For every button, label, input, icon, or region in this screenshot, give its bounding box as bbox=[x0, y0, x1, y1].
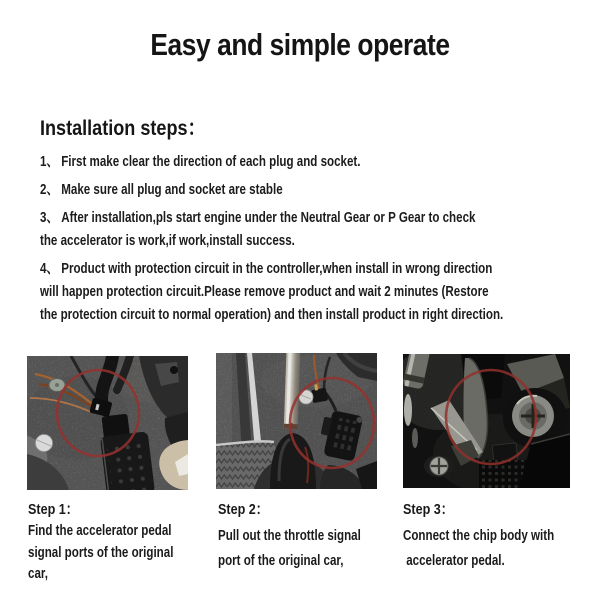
caption-text: accelerator pedal. bbox=[406, 553, 505, 569]
caption-row bbox=[0, 499, 600, 594]
step2-caption bbox=[218, 499, 400, 574]
installation-steps-list bbox=[40, 151, 600, 332]
list-item-text: 1、 First make clear the direction of each plug and socket. bbox=[40, 154, 361, 170]
list-item-text: 2、 Make sure all plug and socket are stable bbox=[40, 182, 283, 198]
list-item-text: will happen protection circuit.Please remove product and wait 2 minutes (Restore bbox=[40, 284, 489, 300]
list-item-1 bbox=[40, 151, 600, 174]
caption-text: Pull out the throttle signal bbox=[218, 528, 361, 544]
list-item-4 bbox=[40, 258, 600, 327]
list-item-text: the accelerator is work,if work,install success. bbox=[40, 233, 295, 249]
step1-photo-illustration bbox=[27, 356, 188, 490]
step2-photo-illustration bbox=[216, 353, 377, 489]
throttle-plug bbox=[311, 388, 328, 403]
caption-text: signal ports of the original bbox=[28, 544, 174, 561]
caption-text: port of the original car, bbox=[218, 553, 344, 569]
step1-caption bbox=[28, 499, 210, 586]
photo-row bbox=[0, 353, 600, 491]
step3-caption bbox=[403, 499, 595, 574]
list-item-text: 4、 Product with protection circuit in the controller,when install in wrong direction bbox=[40, 261, 493, 277]
caption-text: car, bbox=[28, 566, 48, 582]
step-label: Step 3： bbox=[403, 501, 454, 518]
step1-photo bbox=[27, 356, 188, 490]
installation-steps-heading: Installation steps： bbox=[40, 116, 206, 140]
list-item-3 bbox=[40, 207, 600, 253]
step-label: Step 1： bbox=[28, 501, 79, 518]
step3-photo bbox=[403, 354, 570, 488]
step2-photo bbox=[216, 353, 377, 489]
step-label: Step 2： bbox=[218, 501, 269, 518]
list-item-text: 3、 After installation,pls start engine under the Neutral Gear or P Gear to check bbox=[40, 210, 476, 226]
list-item-text: the protection circuit to normal operation) and then install product in right direction. bbox=[40, 307, 504, 323]
caption-text: Connect the chip body with bbox=[403, 528, 555, 544]
screw-bottom-left bbox=[424, 455, 454, 477]
list-item-2 bbox=[40, 179, 600, 202]
caption-text: Find the accelerator pedal bbox=[28, 523, 172, 539]
page-title: Easy and simple operate bbox=[150, 27, 450, 62]
step3-photo-illustration bbox=[403, 354, 570, 488]
pedal-rod bbox=[284, 353, 301, 435]
